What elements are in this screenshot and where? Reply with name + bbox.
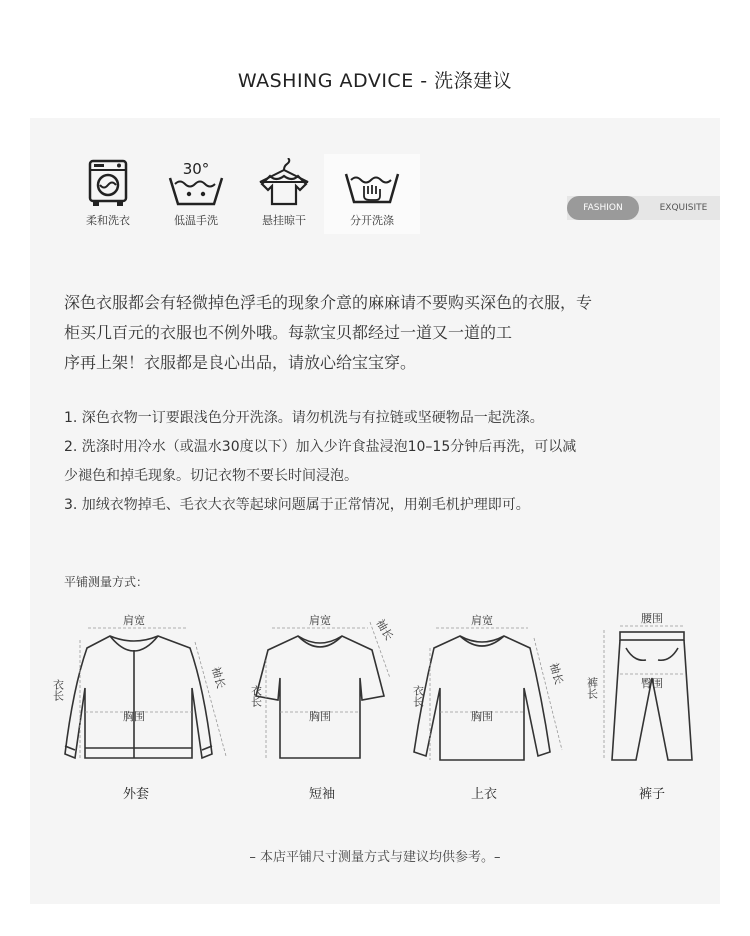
- care-item-hang-dry: [244, 158, 324, 228]
- intro-line: 柜买几百元的衣服也不例外哦。每款宝贝都经过一道又一道的工: [64, 323, 513, 342]
- separate-wash-icon: [342, 158, 402, 208]
- garment-name-jacket: 外套: [122, 787, 149, 802]
- hanger-dry-icon: [256, 158, 312, 208]
- low-temp-wash-icon: [166, 158, 226, 208]
- intro-line: 深色衣服都会有轻微掉色浮毛的现象介意的麻麻请不要购买深色的衣服，专: [64, 293, 593, 312]
- measurement-diagrams: [30, 608, 720, 808]
- care-label: 悬挂晾干: [262, 214, 306, 227]
- intro-line: 序再上架！衣服都是良心出品，请放心给宝宝穿。: [64, 353, 417, 372]
- tee-sleeve-label: 袖长: [373, 617, 396, 643]
- washing-machine-icon: [86, 158, 130, 208]
- care-item-low-temp: [156, 158, 236, 228]
- pants-hip-label: 臀围: [641, 677, 663, 690]
- note-line: 3. 加绒衣物掉毛、毛衣大衣等起球问题属于正常情况，用剃毛机护理即可。: [64, 497, 530, 513]
- care-item-separate-wash: [332, 158, 412, 228]
- top-diagram: [411, 636, 550, 760]
- tee-length-label: 衣长: [249, 685, 263, 707]
- garment-drawings: [30, 608, 720, 808]
- top-guides: [430, 628, 562, 760]
- garment-name-top: 上衣: [470, 787, 497, 802]
- tee-chest-label: 胸围: [309, 710, 331, 723]
- top-length-label: 衣长: [411, 685, 425, 707]
- note-line: 少褪色和掉毛现象。切记衣物不要长时间浸泡。: [64, 468, 358, 484]
- temp-text: 30°: [182, 160, 210, 178]
- jacket-guides: [80, 628, 226, 758]
- jacket-length-label: 衣长: [51, 679, 65, 701]
- jacket-diagram: [65, 636, 212, 758]
- care-label: 低温手洗: [174, 214, 218, 227]
- pants-diagram: [612, 632, 692, 760]
- top-shoulder-label: 肩宽: [471, 614, 493, 627]
- washing-notes: [64, 404, 694, 520]
- top-chest-label: 胸围: [471, 710, 493, 723]
- care-label: 分开洗涤: [350, 214, 394, 227]
- pants-waist-label: 腰围: [641, 612, 663, 625]
- top-sleeve-label: 袖长: [547, 661, 566, 687]
- style-tags: [567, 196, 720, 220]
- jacket-chest-label: 胸围: [123, 710, 145, 723]
- note-line: 2. 洗涤时用冷水（或温水30度以下）加入少许食盐浸泡10–15分钟后再洗，可以减: [64, 439, 577, 455]
- tee-shoulder-label: 肩宽: [309, 614, 331, 627]
- garment-name-tee: 短袖: [308, 787, 335, 802]
- intro-paragraph: [64, 288, 694, 378]
- care-label: 柔和洗衣: [86, 214, 130, 227]
- footer-note: – 本店平铺尺寸测量方式与建议均供参考。–: [249, 850, 501, 865]
- garment-name-pants: 裤子: [638, 787, 665, 802]
- tag-exquisite: EXQUISITE: [659, 203, 708, 213]
- page-title: WASHING ADVICE - 洗涤建议: [237, 70, 513, 92]
- tag-fashion: FASHION: [567, 196, 639, 220]
- jacket-shoulder-label: 肩宽: [123, 614, 145, 627]
- care-item-gentle-wash: [68, 158, 148, 228]
- pants-length-label: 裤长: [585, 677, 599, 699]
- tee-diagram: [256, 636, 384, 758]
- note-line: 1. 深色衣物一订要跟浅色分开洗涤。请勿机洗与有拉链或坚硬物品一起洗涤。: [64, 410, 544, 426]
- washing-panel: [30, 118, 720, 904]
- measure-subtitle: 平铺测量方式：: [64, 575, 149, 589]
- jacket-sleeve-label: 袖长: [209, 665, 228, 691]
